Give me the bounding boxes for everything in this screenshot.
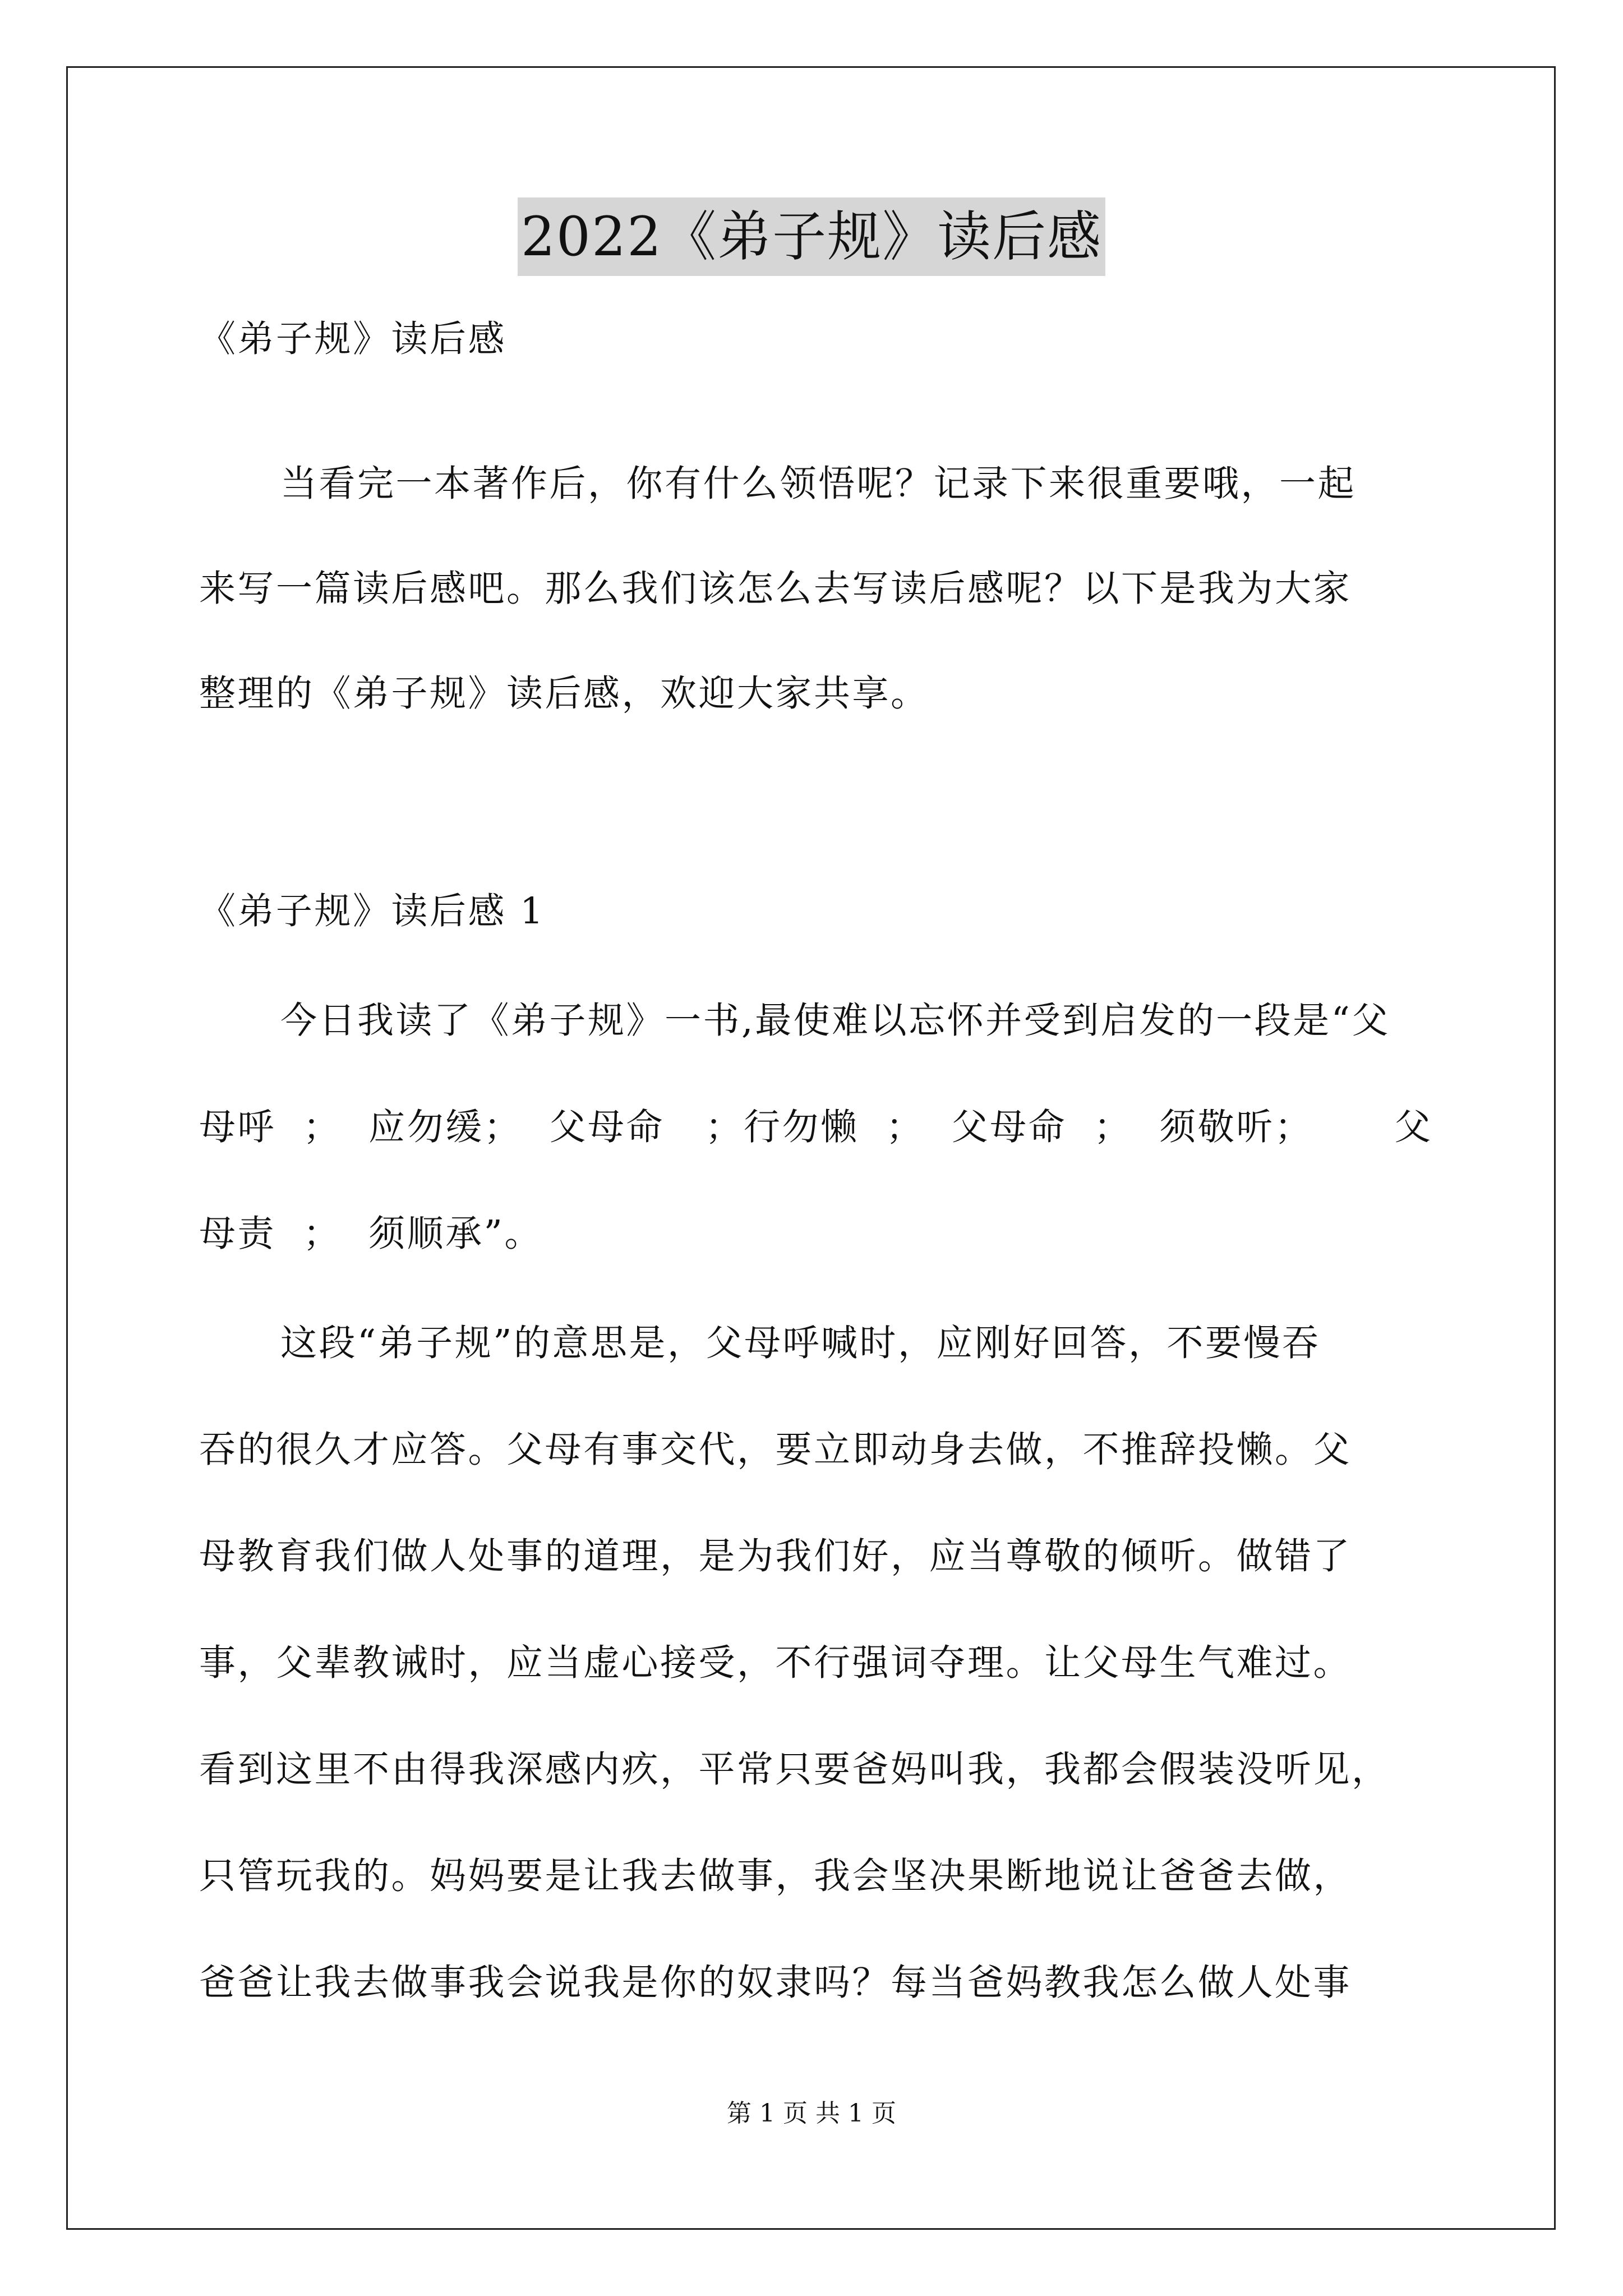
paragraph-line: 看到这里不由得我深感内疚，平常只要爸妈叫我，我都会假装没听见， bbox=[199, 1749, 1390, 1791]
paragraph-line: 整理的《弟子规》读后感，欢迎大家共享。 bbox=[199, 673, 929, 715]
paragraph-line: 母责 ； 须顺承”。 bbox=[199, 1213, 543, 1255]
paragraph-line: 这段“弟子规”的意思是，父母呼喊时，应刚好回答，不要慢吞 bbox=[280, 1322, 1321, 1364]
paragraph-line: 只管玩我的。妈妈要是让我去做事，我会坚决果断地说让爸爸去做， bbox=[199, 1855, 1352, 1897]
paragraph-line: 今日我读了《弟子规》一书,最使难以忘怀并受到启发的一段是“父 bbox=[280, 1000, 1390, 1042]
paragraph-line: 来写一篇读后感吧。那么我们该怎么去写读后感呢？以下是我为大家 bbox=[199, 568, 1352, 610]
document-title: 2022《弟子规》读后感 bbox=[518, 197, 1105, 276]
section-heading: 《弟子规》读后感 1 bbox=[199, 890, 546, 932]
paragraph-line: 爸爸让我去做事我会说我是你的奴隶吗？每当爸妈教我怎么做人处事 bbox=[199, 1962, 1352, 2004]
section-heading: 《弟子规》读后感 bbox=[199, 318, 507, 360]
paragraph-line: 吞的很久才应答。父母有事交代，要立即动身去做，不推辞投懒。父 bbox=[199, 1429, 1352, 1471]
paragraph-line: 事，父辈教诫时，应当虚心接受，不行强词夺理。让父母生气难过。 bbox=[199, 1642, 1352, 1684]
paragraph-line: 母呼 ； 应勿缓； 父母命 ；行勿懒 ； 父母命 ； 须敬听； 父 bbox=[199, 1106, 1433, 1148]
page-number-footer: 第 1 页 共 1 页 bbox=[727, 2099, 896, 2128]
paragraph-line: 母教育我们做人处事的道理，是为我们好，应当尊敬的倾听。做错了 bbox=[199, 1535, 1352, 1577]
paragraph-line: 当看完一本著作后，你有什么领悟呢？记录下来很重要哦，一起 bbox=[280, 463, 1357, 505]
title-container bbox=[0, 197, 1623, 276]
